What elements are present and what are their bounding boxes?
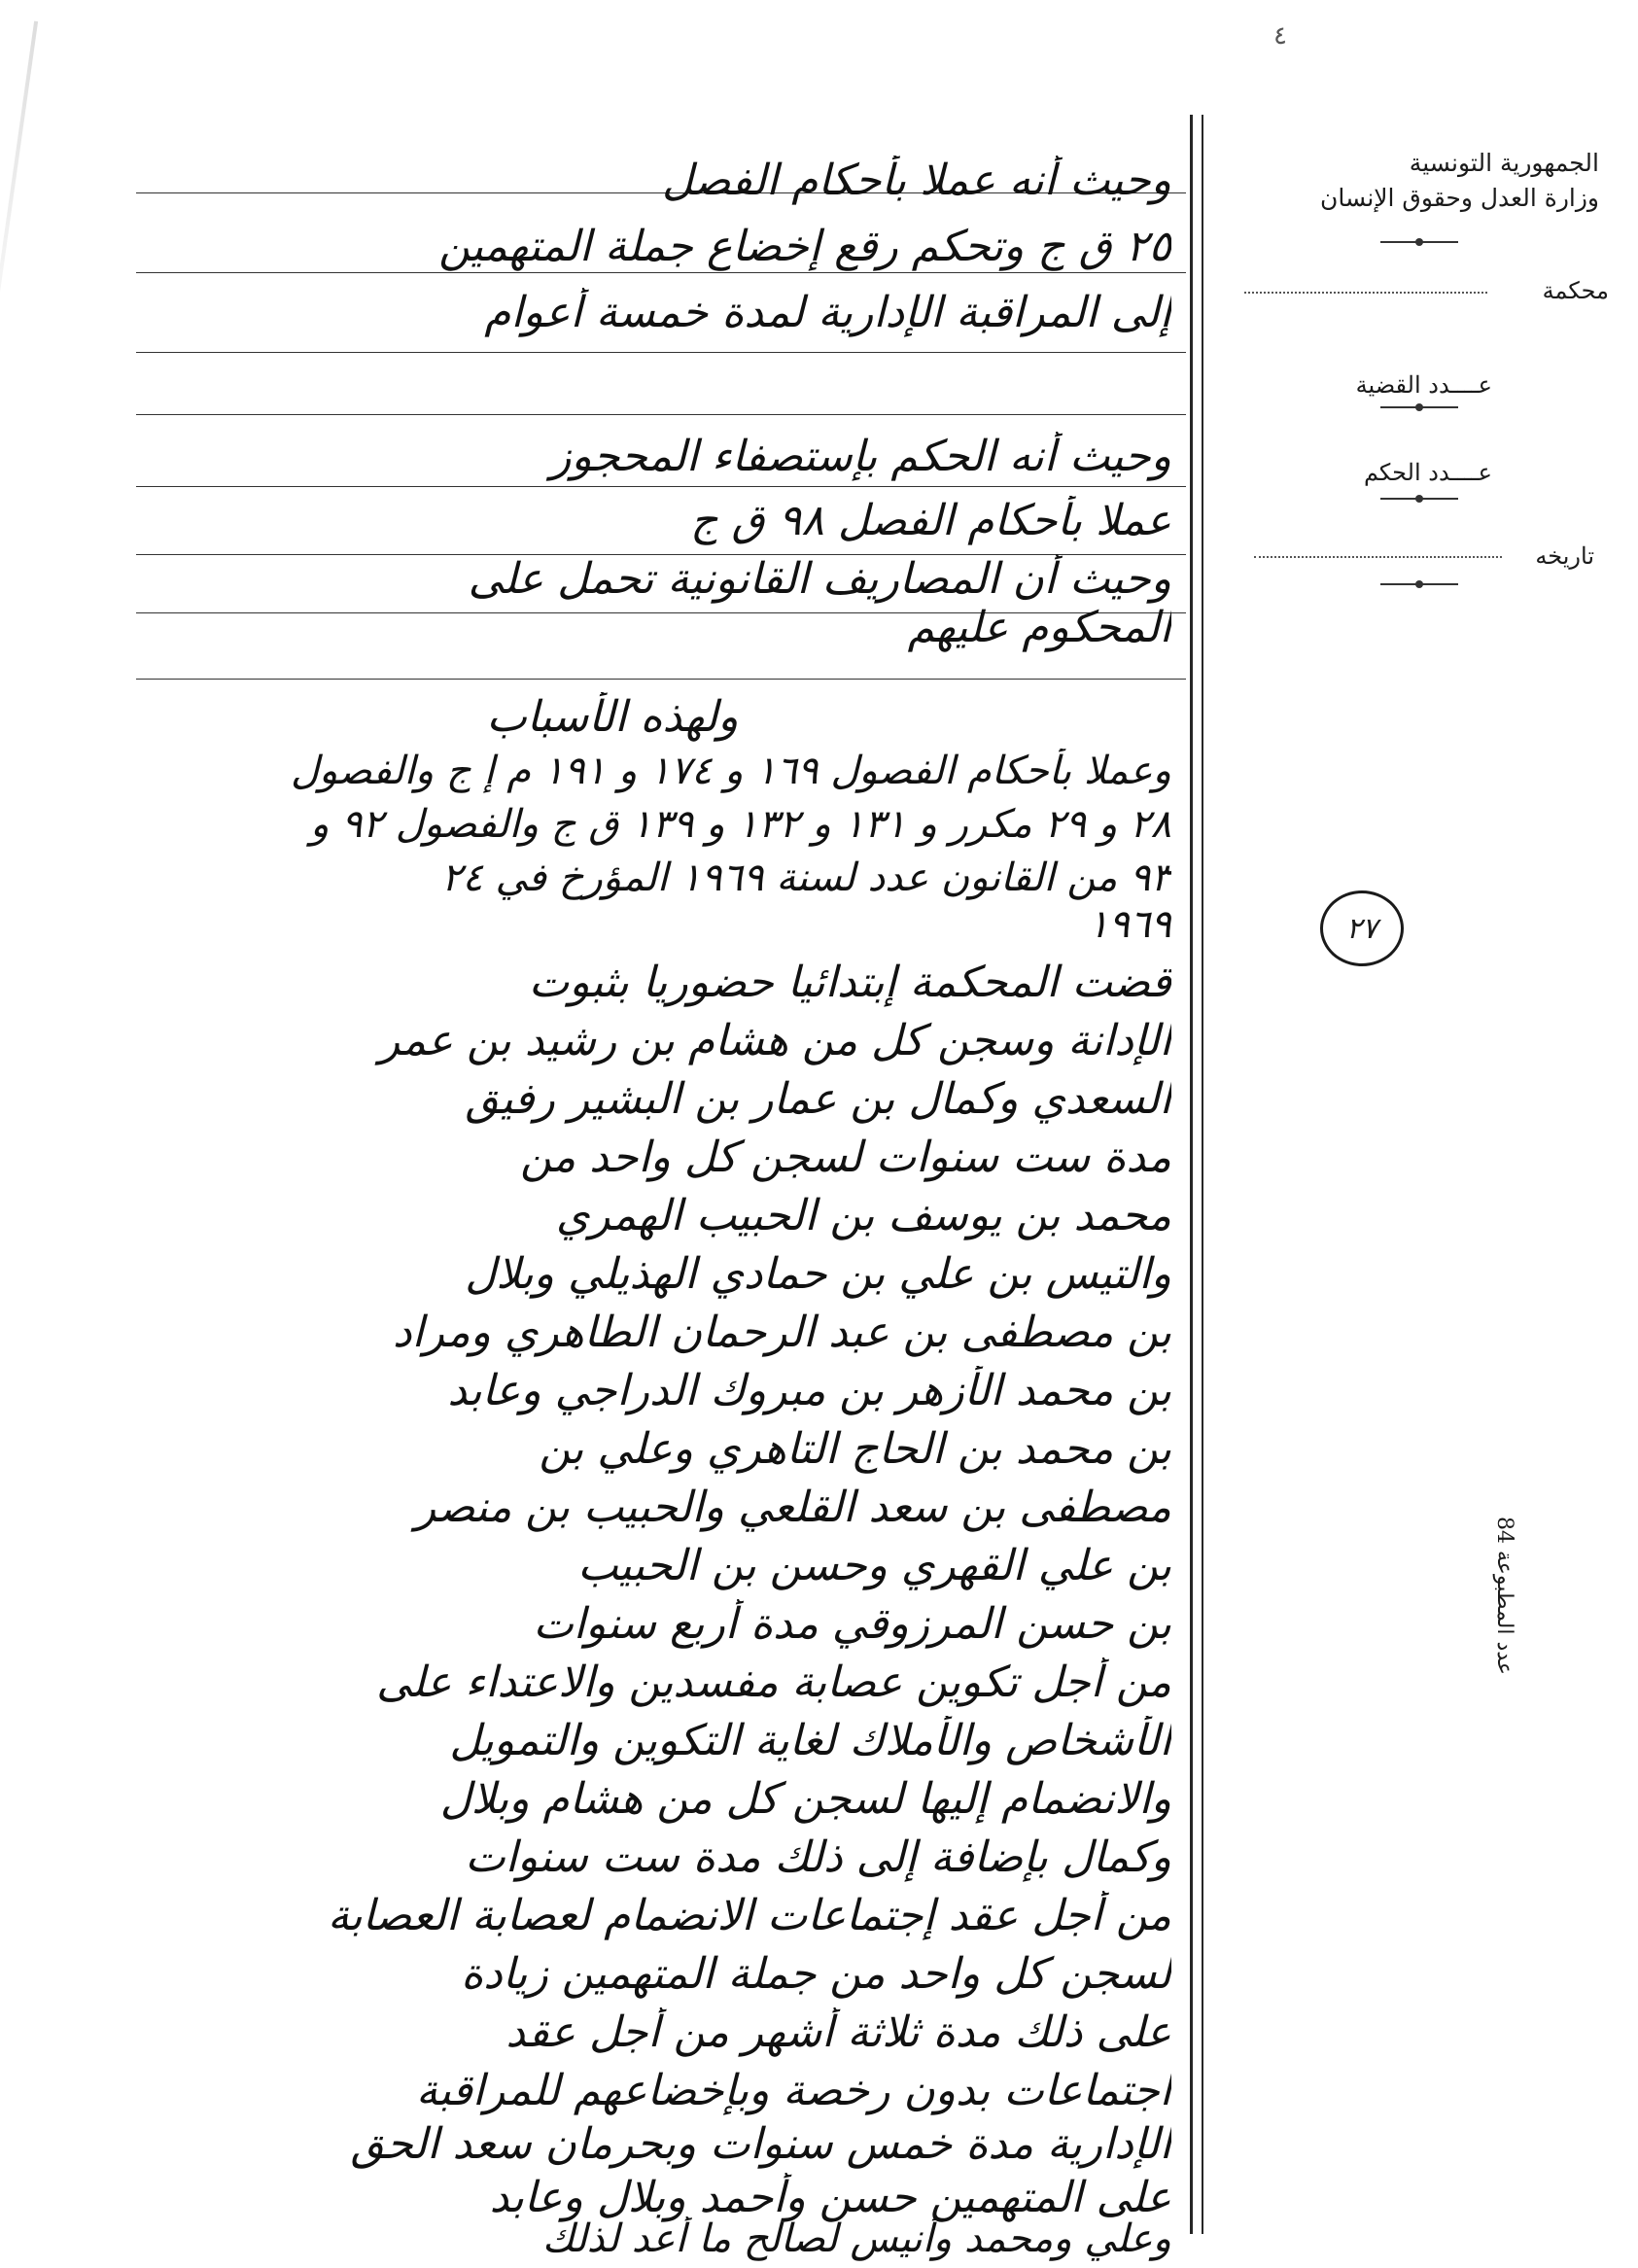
handwritten-line: بن محمد بن الحاج التاهري وعلي بن <box>539 1424 1171 1474</box>
case-number-separator <box>1380 406 1458 408</box>
page-stamp: ٢٧ <box>1320 890 1404 966</box>
handwritten-line: مدة ست سنوات لسجن كل واحد من <box>520 1133 1171 1182</box>
handwritten-line: وعملا بأحكام الفصول ١٦٩ و ١٧٤ و ١٩١ م إ ج والفصول <box>290 749 1171 793</box>
handwritten-line: من أجل عقد إجتماعات الانضمام لعصابة العصابة <box>327 1891 1171 1940</box>
handwritten-line: بن علي القهري وحسن بن الحبيب <box>577 1541 1171 1590</box>
judgment-number-separator <box>1380 498 1458 500</box>
handwritten-line: وحيث أن المصاريف القانونية تحمل على <box>468 554 1171 604</box>
handwritten-line: ٢٥ ق ج وتحكم رقع إخضاع جملة المتهمين <box>438 222 1171 271</box>
handwritten-line: على ذلك مدة ثلاثة أشهر من أجل عقد <box>505 2007 1171 2057</box>
court-dotted-line <box>1244 292 1487 294</box>
handwritten-line: والانضمام إليها لسجن كل من هشام وبلال <box>439 1774 1171 1824</box>
handwritten-line: محمد بن يوسف بن الحبيب الهمري <box>555 1191 1171 1240</box>
handwritten-line: ٩٣ من القانون عدد لسنة ١٩٦٩ المؤرخ في ٢٤ <box>440 855 1171 900</box>
handwritten-line: عملا بأحكام الفصل ٩٨ ق ج <box>690 496 1171 545</box>
handwritten-line: ٢٨ و ٢٩ مكرر و ١٣١ و ١٣٢ و ١٣٩ ق ج والفصول ٩٢ و <box>310 802 1171 847</box>
letterhead <box>1249 146 1599 216</box>
handwritten-line: ١٩٦٩ <box>1088 902 1171 947</box>
handwritten-line: على المتهمين حسن وأحمد وبلال وعابد <box>489 2173 1171 2222</box>
header-separator <box>1380 241 1458 243</box>
handwritten-heading: ولهذه الأسباب <box>486 692 739 742</box>
handwritten-line: وحيث أنه الحكم بإستصفاء المحجوز <box>550 432 1171 481</box>
ruled-line <box>136 679 1186 680</box>
handwritten-line: مصطفى بن سعد القلعي والحبيب بن منصر <box>414 1483 1171 1532</box>
handwritten-line: بن حسن المرزوقي مدة أربع سنوات <box>533 1599 1171 1649</box>
court-label: محكمة <box>1542 277 1609 304</box>
margin-rule-inner <box>1202 115 1203 2234</box>
ruled-line <box>136 352 1186 353</box>
handwritten-line: لسجن كل واحد من جملة المتهمين زيادة <box>461 1949 1171 1999</box>
ministry-title: وزارة العدل وحقوق الإنسان <box>1320 184 1599 212</box>
handwritten-line: بن مصطفى بن عبد الرحمان الطاهري ومراد <box>392 1308 1171 1357</box>
handwritten-line: المحكوم عليهم <box>907 603 1171 652</box>
scan-edge-mark <box>0 21 38 398</box>
handwritten-line: وحيث أنه عملا بأحكام الفصل <box>661 156 1171 205</box>
form-number-label: عدد المطبوعة 84 <box>1492 1517 1516 1675</box>
handwritten-line: الإدارية مدة خمس سنوات وبحرمان سعد الحق <box>350 2119 1171 2169</box>
judgment-number-label: عــــدد الحكم <box>1363 459 1492 486</box>
handwritten-line: بن محمد الأزهر بن مبروك الدراجي وعابد <box>447 1366 1171 1415</box>
handwritten-line: اجتماعات بدون رخصة وبإخضاعهم للمراقبة <box>416 2066 1171 2115</box>
ruled-line <box>136 486 1186 487</box>
page-number: ٤ <box>1273 21 1287 51</box>
handwritten-line: وكمال بإضافة إلى ذلك مدة ست سنوات <box>465 1832 1171 1882</box>
date-separator <box>1380 583 1458 585</box>
case-number-label: عــــدد القضية <box>1355 371 1492 399</box>
date-label: تاريخه <box>1535 542 1594 570</box>
handwritten-line: قضت المحكمة إبتدائيا حضوريا بثبوت <box>528 958 1171 1007</box>
handwritten-line: إلى المراقبة الإدارية لمدة خمسة أعوام <box>484 288 1171 337</box>
handwritten-line: وعلي ومحمد وأنيس لصالح ما أعد لذلك <box>541 2216 1171 2261</box>
handwritten-line: من أجل تكوين عصابة مفسدين والاعتداء على <box>376 1657 1171 1707</box>
republic-title: الجمهورية التونسية <box>1409 149 1599 177</box>
handwritten-line: السعدي وكمال بن عمار بن البشير رفيق <box>465 1074 1171 1124</box>
ruled-line <box>136 272 1186 273</box>
ruled-line <box>136 414 1186 415</box>
date-dotted-line <box>1254 556 1502 558</box>
handwritten-line: الأشخاص والأملاك لغاية التكوين والتمويل <box>449 1716 1171 1765</box>
margin-rule <box>1190 115 1193 2234</box>
handwritten-line: والتيس بن علي بن حمادي الهذيلي وبلال <box>465 1249 1171 1299</box>
handwritten-line: الإدانة وسجن كل من هشام بن رشيد بن عمر <box>379 1016 1171 1065</box>
